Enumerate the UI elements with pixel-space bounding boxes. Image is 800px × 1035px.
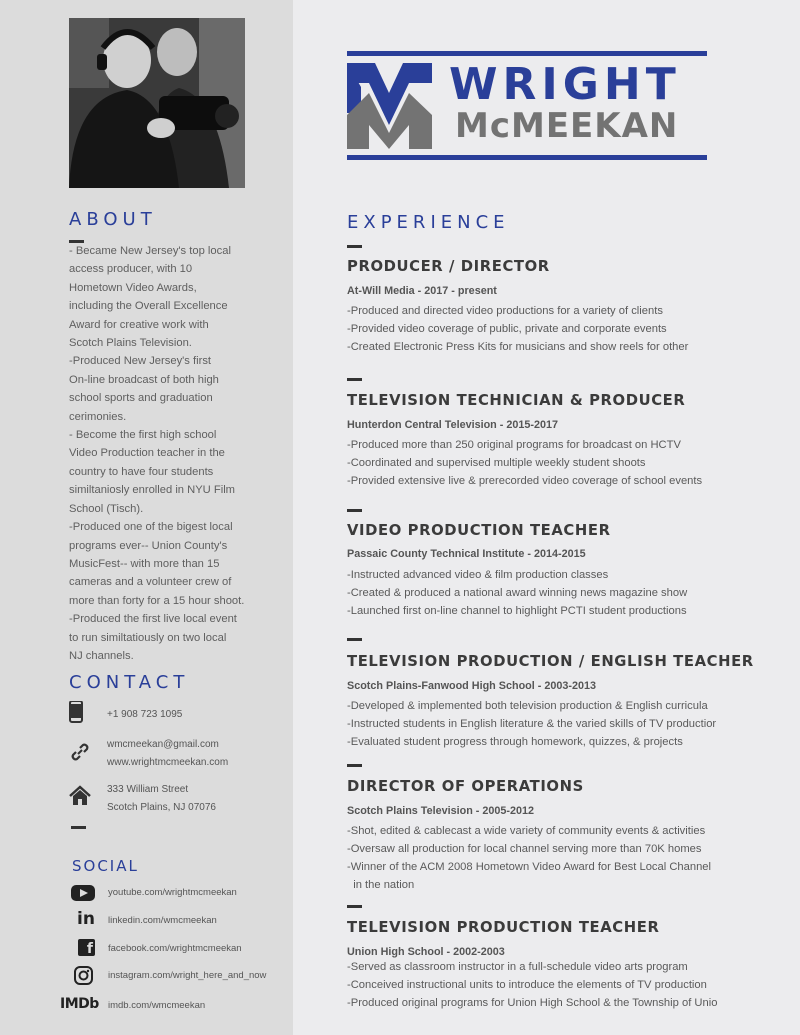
- job-bullet: -Oversaw all production for local channel serving more than 70K homes: [347, 843, 702, 855]
- job-org: At-Will Media - 2017 - present: [347, 285, 497, 297]
- job-divider: [347, 764, 362, 767]
- job-org: Passaic County Technical Institute - 2014-2015: [347, 548, 586, 560]
- web-text: wmcmeekan@gmail.com www.wrightmcmeekan.com: [107, 739, 229, 768]
- job-bullet: -Coordinated and supervised multiple weekly student shoots: [347, 457, 646, 469]
- social-facebook[interactable]: [60, 939, 290, 961]
- instagram-icon: [70, 966, 96, 986]
- facebook-icon: f: [78, 939, 95, 956]
- logo-top-bar: [347, 51, 707, 56]
- job-bullet: -Created & produced a national award winning news magazine show: [347, 587, 688, 599]
- job-bullet: -Served as classroom instructor in a full-schedule video arts program: [347, 961, 688, 973]
- job-bullet: -Provided video coverage of public, private and corporate events: [347, 323, 667, 335]
- contact-divider: [71, 826, 86, 829]
- youtube-link[interactable]: youtube.com/wrightmcmeekan: [108, 887, 237, 898]
- job-divider: [347, 378, 362, 381]
- imdb-link[interactable]: imdb.com/wmcmeekan: [108, 1000, 206, 1011]
- job-org: Scotch Plains Television - 2005-2012: [347, 805, 535, 817]
- address-text: 333 William Street Scotch Plains, NJ 07076: [107, 784, 216, 813]
- phone-icon: [69, 701, 87, 723]
- job-bullet: -Produced more than 250 original programs for broadcast on HCTV: [347, 439, 681, 451]
- contact-heading: CONTACT: [69, 672, 190, 693]
- job-divider: [347, 509, 362, 512]
- job-divider: [347, 638, 362, 641]
- logo-first-name: WRIGHT: [449, 59, 681, 110]
- about-text: - Became New Jersey's top local access producer, with 10 Hometown Video Awards, including the Overall Excellence Award for creative work with Scotch Plains Television. -Produced New Jersey's first On-line broadcast of both high school sports and graduation cerimonies. - Become the first high school Video Production teacher in the country to have four students similtaniosly enrolled in NYU Film School (Tisch). -Produced one of the bigest local programs ever-- Union County's MusicFest-- with more than 15 cameras and a volunteer crew of more than forty for a 15 hour shoot. -Produced the first live local event to run similtatiously on two local NJ channels.: [69, 245, 245, 662]
- social-instagram[interactable]: [60, 966, 290, 988]
- logo-bottom-bar: [347, 155, 707, 160]
- job-bullet: in the nation: [347, 879, 415, 891]
- job-bullet: -Created Electronic Press Kits for musicians and show reels for other: [347, 341, 689, 353]
- facebook-link[interactable]: facebook.com/wrightmcmeekan: [108, 943, 242, 954]
- job-title: TELEVISION TECHNICIAN & PRODUCER: [347, 392, 686, 409]
- profile-photo: [69, 18, 245, 188]
- job-bullet: -Evaluated student progress through homework, quizzes, & projects: [347, 736, 683, 748]
- social-imdb[interactable]: [60, 996, 290, 1018]
- phone-text: +1 908 723 1095: [107, 709, 183, 720]
- linkedin-link[interactable]: linkedin.com/wmcmeekan: [108, 915, 217, 926]
- social-youtube[interactable]: [60, 883, 290, 905]
- home-icon: [69, 785, 91, 807]
- job-title: VIDEO PRODUCTION TEACHER: [347, 522, 611, 539]
- experience-divider: [347, 245, 362, 248]
- job-bullet: -Provided extensive live & prerecorded video coverage of school events: [347, 475, 703, 487]
- job-title: TELEVISION PRODUCTION / ENGLISH TEACHER: [347, 653, 754, 670]
- job-bullet: -Developed & implemented both television production & English curricula: [347, 700, 708, 712]
- job-org: Scotch Plains-Fanwood High School - 2003-2013: [347, 680, 596, 692]
- imdb-icon: IMDb: [60, 996, 99, 1012]
- about-heading: ABOUT: [69, 209, 157, 230]
- job-title: TELEVISION PRODUCTION TEACHER: [347, 919, 660, 936]
- job-org: Union High School - 2002-2003: [347, 946, 505, 958]
- sidebar: [0, 0, 293, 1035]
- logo-last-name: McMEEKAN: [455, 106, 679, 146]
- job-org: Hunterdon Central Television - 2015-2017: [347, 419, 559, 431]
- job-bullet: -Produced and directed video productions for a variety of clients: [347, 305, 663, 317]
- job-bullet: -Winner of the ACM 2008 Hometown Video Award for Best Local Channel: [347, 861, 712, 873]
- logo-mark-icon: [347, 63, 432, 149]
- experience-heading: EXPERIENCE: [347, 212, 510, 233]
- youtube-icon: [70, 883, 96, 903]
- job-bullet: -Conceived instructional units to introduce the elements of TV production: [347, 979, 707, 991]
- job-bullet: -Launched first on-line channel to highlight PCTI student productions: [347, 605, 687, 617]
- job-bullet: -Instructed advanced video & film production classes: [347, 569, 609, 581]
- job-title: PRODUCER / DIRECTOR: [347, 258, 550, 275]
- instagram-link[interactable]: instagram.com/wright_here_and_now: [108, 970, 267, 981]
- social-heading: SOCIAL: [72, 857, 139, 875]
- job-bullet: -Instructed students in English literature & the varied skills of TV productior: [347, 718, 717, 730]
- job-bullet: -Shot, edited & cablecast a wide variety of community events & activities: [347, 825, 706, 837]
- social-linkedin[interactable]: [60, 911, 290, 933]
- job-divider: [347, 905, 362, 908]
- job-title: DIRECTOR OF OPERATIONS: [347, 778, 584, 795]
- link-icon: [69, 741, 91, 763]
- job-bullet: -Produced original programs for Union High School & the Township of Unio: [347, 997, 718, 1009]
- linkedin-icon: in: [77, 909, 95, 929]
